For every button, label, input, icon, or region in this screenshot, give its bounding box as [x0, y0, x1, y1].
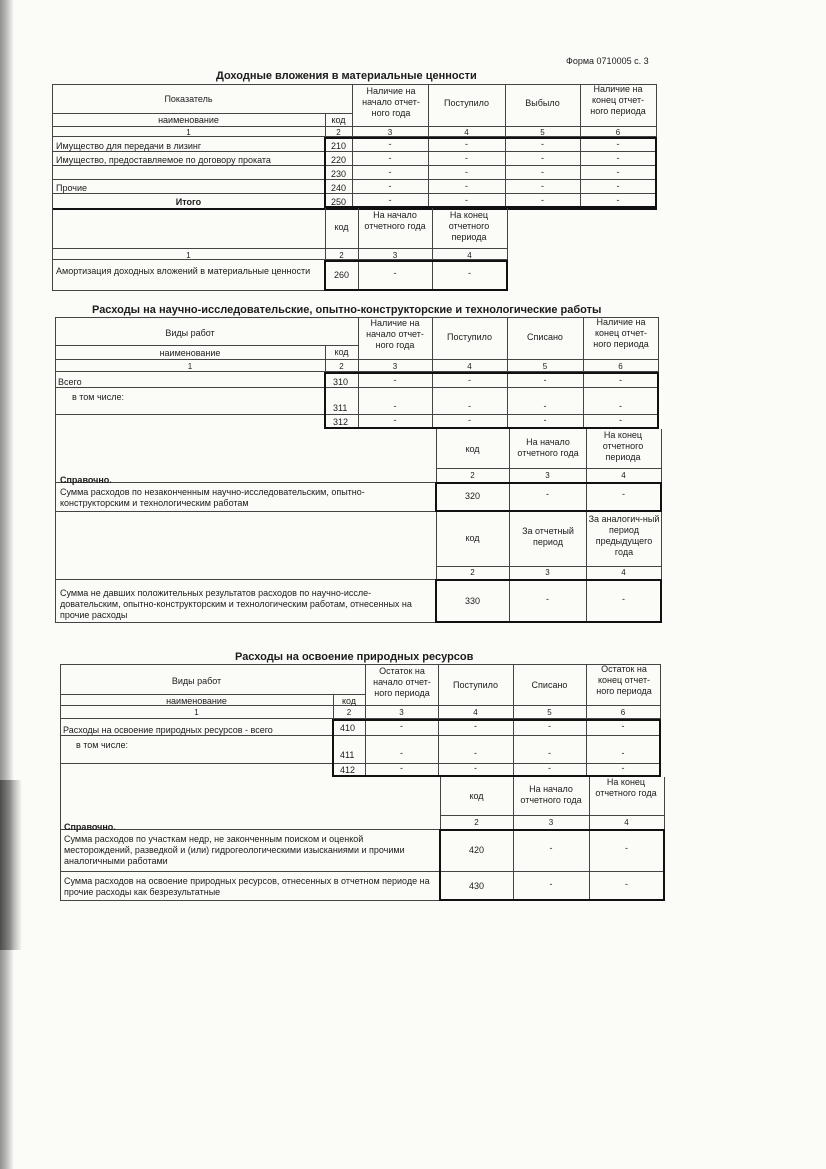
col-number: 4 — [464, 128, 469, 137]
cell-value: - — [465, 181, 468, 191]
cell-value: - — [622, 594, 625, 604]
col-number: 3 — [545, 471, 550, 480]
col-number: 1 — [187, 362, 193, 371]
col-number: 4 — [621, 568, 626, 577]
row-330-code: 330 — [464, 596, 481, 606]
header-code: код — [341, 696, 357, 706]
header-code: код — [334, 222, 349, 232]
cell-value: - — [543, 415, 547, 425]
col-number: 2 — [474, 818, 479, 827]
col-number: 1 — [186, 251, 191, 260]
header-col3: Остаток на начало отчет-ного периода — [373, 666, 431, 698]
header-name: наименование — [159, 348, 221, 358]
col-number: 6 — [615, 128, 621, 137]
col-number: 2 — [346, 708, 352, 717]
row-code: 411 — [340, 750, 355, 760]
scan-shadow-edge — [0, 0, 14, 1169]
amortization-code: 260 — [333, 270, 350, 280]
header-name: наименование — [158, 115, 219, 125]
cell-value: - — [622, 489, 625, 499]
cell-value: - — [546, 594, 549, 604]
row-name: Прочие — [56, 183, 88, 193]
header-kind: Виды работ — [165, 328, 215, 338]
section-title: Расходы на освоение природных ресурсов — [235, 651, 474, 663]
row-code: 310 — [333, 377, 349, 387]
cell-value: - — [400, 748, 403, 758]
header-col3: Наличие на начало отчет-ного года — [366, 318, 424, 350]
row-name: в том числе: — [76, 740, 128, 750]
col-number: 5 — [542, 362, 548, 371]
header-col5: Выбыло — [525, 98, 560, 108]
cell-value: - — [621, 721, 625, 731]
row-name: Итого — [175, 197, 202, 207]
cell-value: - — [541, 139, 544, 149]
cell-value: - — [616, 167, 620, 177]
row-code: 410 — [340, 723, 356, 733]
row-330-name: Сумма не давших положительных результатов расходов по научно-иссле-довательским, опытно-конструкторским и технологическим работам, отнесенных на прочие расходы — [60, 588, 412, 620]
header-code: код — [465, 444, 480, 454]
cell-value: - — [465, 153, 468, 163]
header-start: На начало отчетного года — [364, 210, 426, 231]
cell-value: - — [393, 415, 397, 425]
cell-value: - — [619, 375, 622, 385]
row-320-name: Сумма расходов по незаконченным научно-исследовательским, опытно-конструкторским и технологическим работам — [60, 487, 365, 508]
cell-value: - — [468, 401, 471, 411]
cell-value: - — [393, 401, 397, 411]
cell-value: - — [465, 139, 468, 149]
cell-value: - — [400, 721, 403, 731]
row-320-code: 320 — [464, 491, 481, 501]
cell-value: - — [543, 401, 547, 411]
cell-value: - — [388, 181, 392, 191]
header-col4: Поступило — [447, 332, 492, 342]
header-end: На конец отчетного периода — [602, 430, 644, 462]
row-code: 250 — [331, 197, 347, 207]
col-number: 5 — [540, 128, 545, 137]
row-code: 312 — [333, 417, 349, 427]
col-number: 4 — [467, 362, 472, 371]
col-number: 3 — [392, 251, 398, 260]
header-end: На конец отчетного периода — [448, 210, 490, 242]
header-period: За отчетный период — [522, 526, 574, 547]
row-430-code: 430 — [468, 881, 485, 891]
header-indicator: Показатель — [164, 94, 213, 104]
cell-value: - — [388, 167, 392, 177]
row-code: 220 — [331, 155, 347, 165]
section-title: Расходы на научно-исследовательские, опытно-конструкторские и технологические работы — [92, 304, 602, 316]
cell-value: - — [541, 153, 544, 163]
header-col6: Наличие на конец отчет-ного периода — [590, 84, 646, 116]
col-number: 4 — [624, 818, 629, 827]
cell-value: - — [541, 195, 544, 205]
header-code: код — [469, 791, 484, 801]
col-number: 6 — [620, 708, 626, 717]
row-420-code: 420 — [468, 845, 485, 855]
cell-value: - — [616, 153, 620, 163]
row-name: Имущество для передачи в лизинг — [56, 141, 202, 151]
row-name: Расходы на освоение природных ресурсов - всего — [63, 725, 273, 735]
row-name: в том числе: — [72, 392, 124, 402]
row-name: Имущество, предоставляемое по договору проката — [56, 155, 271, 165]
cell-value: - — [400, 763, 403, 773]
col-number: 2 — [470, 568, 475, 577]
col-number: 2 — [339, 362, 344, 371]
col-number: 1 — [194, 708, 199, 717]
cell-value: - — [546, 489, 549, 499]
cell-value: - — [621, 763, 625, 773]
row-430-name: Сумма расходов на освоение природных ресурсов, отнесенных в отчетном периоде на прочие расходы как безрезультатные — [64, 876, 430, 897]
col-number: 3 — [392, 362, 398, 371]
form-number: Форма 0710005 с. 3 — [566, 56, 649, 66]
cell-value: - — [616, 181, 620, 191]
row-code: 230 — [331, 169, 347, 179]
header-start: На начало отчетного года — [520, 784, 582, 805]
scan-shadow-edge — [0, 780, 22, 950]
cell-value: - — [468, 415, 471, 425]
cell-value: - — [548, 763, 551, 773]
header-col4: Поступило — [444, 98, 489, 108]
cell-value: - — [619, 415, 622, 425]
cell-value: - — [388, 195, 392, 205]
row-code: 311 — [333, 403, 348, 413]
cell-value: - — [543, 375, 547, 385]
cell-value: - — [388, 153, 392, 163]
row-code: 240 — [331, 183, 347, 193]
col-number: 6 — [618, 362, 623, 371]
cell-value: - — [619, 401, 622, 411]
cell-value: - — [474, 763, 477, 773]
header-name: наименование — [166, 696, 227, 706]
col-number: 2 — [336, 128, 341, 137]
header-code: код — [331, 115, 346, 125]
cell-value: - — [393, 268, 397, 278]
cell-value: - — [625, 843, 628, 853]
col-number: 3 — [545, 568, 550, 577]
header-start: На начало отчетного года — [517, 437, 579, 458]
cell-value: - — [468, 268, 471, 278]
cell-value: - — [616, 139, 620, 149]
col-number: 3 — [548, 818, 554, 827]
col-number: 5 — [547, 708, 552, 717]
header-col6: Остаток на конец отчет-ного периода — [596, 664, 652, 696]
cell-value: - — [625, 879, 628, 889]
reference-label: Справочно. — [60, 475, 112, 485]
col-number: 4 — [467, 251, 472, 260]
col-number: 3 — [399, 708, 404, 717]
cell-value: - — [468, 375, 471, 385]
cell-value: - — [465, 195, 468, 205]
col-number: 2 — [470, 471, 475, 480]
col-number: 3 — [387, 128, 393, 137]
col-number: 4 — [473, 708, 478, 717]
col-number: 4 — [621, 471, 626, 480]
cell-value: - — [549, 843, 553, 853]
row-420-name: Сумма расходов по участкам недр, не законченным поиском и оценкой месторождений, разведкой и (или) гидрогеологическими изысканиями и прочими аналогичными работами — [64, 834, 405, 866]
header-prev-period: За аналогич-ный период предыдущего года — [588, 514, 660, 557]
cell-value: - — [549, 879, 553, 889]
row-code: 412 — [340, 765, 356, 775]
cell-value: - — [621, 748, 625, 758]
cell-value: - — [393, 375, 397, 385]
cell-value: - — [388, 139, 392, 149]
header-code: код — [465, 533, 480, 543]
row-name: Всего — [58, 377, 82, 387]
cell-value: - — [465, 167, 468, 177]
header-end: На конец отчетного года — [595, 777, 657, 798]
amortization-name: Амортизация доходных вложений в материальные ценности — [56, 266, 311, 276]
row-code: 210 — [331, 141, 347, 151]
header-col5: Списано — [531, 680, 568, 690]
cell-value: - — [548, 748, 551, 758]
header-col4: Поступило — [453, 680, 498, 690]
header-kind: Виды работ — [171, 676, 222, 686]
col-number: 1 — [186, 128, 191, 137]
cell-value: - — [541, 167, 544, 177]
cell-value: - — [474, 748, 477, 758]
reference-label: Справочно. — [64, 822, 116, 832]
cell-value: - — [548, 721, 551, 731]
section-title: Доходные вложения в материальные ценности — [216, 70, 477, 82]
cell-value: - — [474, 721, 477, 731]
header-col5: Списано — [527, 332, 563, 342]
cell-value: - — [616, 195, 620, 205]
cell-value: - — [541, 181, 544, 191]
header-col3: Наличие на начало отчет-ного года — [362, 86, 420, 118]
header-col6: Наличие на конец отчет-ного периода — [593, 317, 649, 349]
header-code: код — [334, 347, 349, 357]
col-number: 2 — [339, 251, 344, 260]
